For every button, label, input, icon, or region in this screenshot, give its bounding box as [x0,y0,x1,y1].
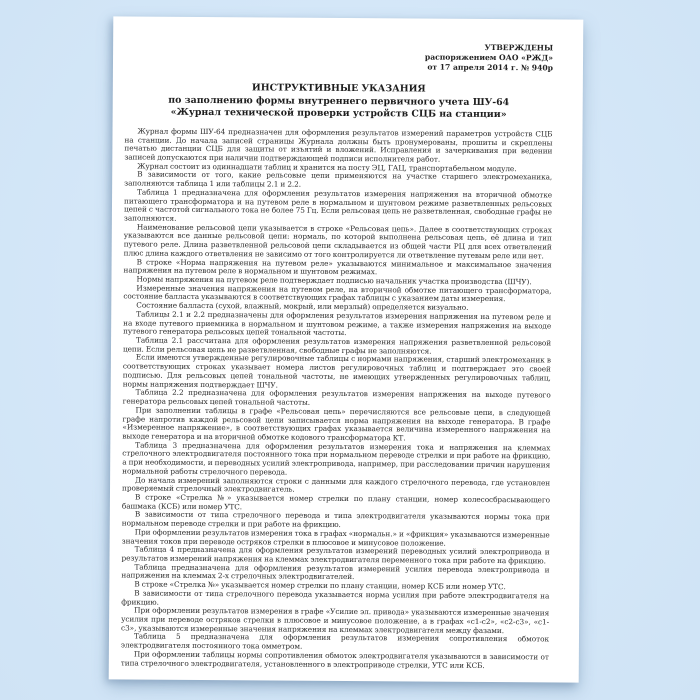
paragraph: Журнал формы ШУ-64 предназначен для оформления результатов измерений параметров устройств СЦБ на станции. До начала записей страницы Журнала должны быть пронумерованы, прошиты и скреплены печатью дистанции СЦБ для защиты от изъятий и вложений. Исправления и зачеркивания при ведении записей допускаются при наличии подтверждающей подписи исполнителя работ. [124,126,553,164]
title-line: «Журнал технической проверки устройств СЦБ на станции» [170,106,507,121]
paragraph: В строке «Стрелка №» указывается номер стрелки по плану станции, номер колесосбрасывающего башмака (КСБ) или номер УТС. [121,492,550,511]
paragraph: Журнал состоит из одиннадцати таблиц и хранится на посту ЭЦ, ГАЦ, транспортабельном модуле. [137,161,517,173]
paragraph: В зависимости от типа стрелочного перевода и типа электродвигателя указываются нормы тока при нормальном переводе стрелки и при работе на фрикцию. [121,509,550,530]
paragraph: Измеренные значения напряжения на путевом реле, на вторичной обмотке питающего трансформатора, состояние балласта указываются в соответствующих графах таблицы с указанием даты измерения. [123,283,552,304]
paragraph: Таблица 2.2 предназначена для оформления результатов измерения напряжения на выходе путевого генератора рельсовых цепей тональной частоты. [122,387,551,407]
approval-line: распоряжением ОАО «РЖД» [424,52,554,63]
paragraph: Наименование рельсовой цепи указывается в строке «Рельсовая цепь». Далее в соответствующих строках указываются все данные рельсовой цепи: нормаль, по которой выполнена рельсовая цепь, её длина и тип путевого реле. Длина разветвленной рельсовой цепи складывается из общей части РЦ для всех ответвлений плюс длина каждого ответвления не зависимо от того контролируется ли ответвление путевым реле или нет. [123,222,552,261]
paragraph: В зависимости от того, какие рельсовые цепи применяются на участке старшего электромеханика, заполняются таблица 1 или таблицы 2.1 и 2.2. [124,169,553,189]
paragraph: При заполнении таблицы в графе «Рельсовая цепь» перечисляются все рельсовые цепи, в следующей графе напротив каждой рельсовой цепи записывается норма напряжения на выходе генератора. В графе «Измеренное напряжение», в соответствующих графах указывается величина измеренного напряжения на выходе генератора и на вторичной обмотке кодового трансформатора КТ. [122,405,551,443]
paragraph: Нормы напряжения на путевом реле подтверждает подписью начальник участка производства (ШЧУ). [136,274,532,287]
approval-line: УТВЕРЖДЕНЫ [484,42,554,53]
title-line: ИНСТРУКТИВНЫЕ УКАЗАНИЯ [251,82,426,95]
paragraph: Если имеются утвержденные регулировочные таблицы с нормами напряжения, старший электромеханик в соответствующих строках указывает номера листов регулировочных таблиц и подтверждает это своей подписью. Для рельсовых цепей тональной частоты, не имеющих утвержденных регулировочных таблиц, нормы напряжения подтверждает ШЧУ. [122,353,551,390]
paragraph: Таблицы 2.1 и 2.2 предназначены для оформления результатов измерения напряжения на путевом реле и на входе путевого приемника в нормальном и шунтовом режиме, а также измерения напряжения на выходе путевого генератора рельсовых цепей тональной частоты. [123,309,552,338]
approval-line: от 17 апреля 2014 г. № 940р [427,62,554,73]
document-title [125,81,553,122]
paragraph: При оформлении результатов измерения в графе «Усилие эл. привода» указываются измеренные значения усилия при переводе остряков стрелки в плюсовое и минусовое положение, а в графах «с1-с2», «с2-с3», «с1-с3», указываются измеренные значения напряжения на клеммах электродвигателя между фазами. [121,605,550,635]
paragraph: До начала измерений заполняются строки с данными для каждого стрелочного перевода, где установлен проверяемый стрелочный электродвигатель. [121,475,551,494]
title-line: по заполнению формы внутреннего первичного учета ШУ-64 [168,94,510,108]
paragraph: Таблица предназначена для оформления результатов измерений усилия перевода электропривода и напряжения на клеммах 2-х стрелочных электродвигателей. [121,562,550,582]
paragraph: В зависимости от типа стрелочного перевода указывается норма усилия при работе электродвигателя на фрикцию. [121,588,550,607]
paragraph: Таблица 2.1 рассчитана для оформления результатов измерения напряжения разветвленной рельсовой цепи. Если рельсовая цепь не разветвленная, свободные графы не заполняются. [122,335,552,356]
paragraph: Таблица 5 предназначена для оформления результатов измерения сопротивления обмоток электродвигателя постоянного тока омметром. [120,631,550,651]
document-page [109,16,584,682]
paragraph: Состояние балласта (сухой, влажный, мокрый, или мерзлый) определяется визуально. [136,300,469,313]
paragraph: В строке «Стрелка №» указывается номер стрелки по плану станции, номер КСБ или номер УТС. [134,579,506,592]
paragraph: Таблица 3 предназначена для оформления результатов измерения тока и напряжения на клеммах стрелочного электродвигателя постоянного тока при нормальном переводе стрелки и при работе на фрикцию, а при необходимости, и переводных усилий электропривода, например, при расследовании причин нарушения нормальной работы стрелочного перевода. [122,440,551,477]
paragraph: Таблица 1 предназначена для оформления результатов измерения напряжения на вторичной обмотке питающего трансформатора и на путевом реле в нормальном и шунтовом режиме разветвленных рельсовых цепей с частотой сигнального тока не более 75 Гц. Если рельсовая цепь не разветвленная, свободные графы не заполняются. [123,187,553,223]
document-body [121,127,553,671]
paragraph: В строке «Норма напряжения на путевом реле» указываются минимальное и максимальное значения напряжения на путевом реле в нормальном и шунтовом режимах. [123,257,552,277]
paragraph: Таблица 4 предназначена для оформления результатов измерений переводных усилий электропривода и результатов измерений напряжения на клеммах электродвигателя переменного тока при работе на фрикцию. [121,544,550,566]
paragraph: При оформлении результатов измерения тока в графах «нормальн.» и «фрикция» указываются измеренные значения токов при переводе остряков стрелки в плюсовое и минусовое положение. [121,527,550,548]
approval-stamp [125,40,553,73]
paragraph: При оформлении таблицы нормы сопротивления обмоток электродвигателя указываются в зависимости от типа стрелочного электродвигателя, установленного в электроприводе стрелки, УТС или КСБ. [120,649,549,670]
